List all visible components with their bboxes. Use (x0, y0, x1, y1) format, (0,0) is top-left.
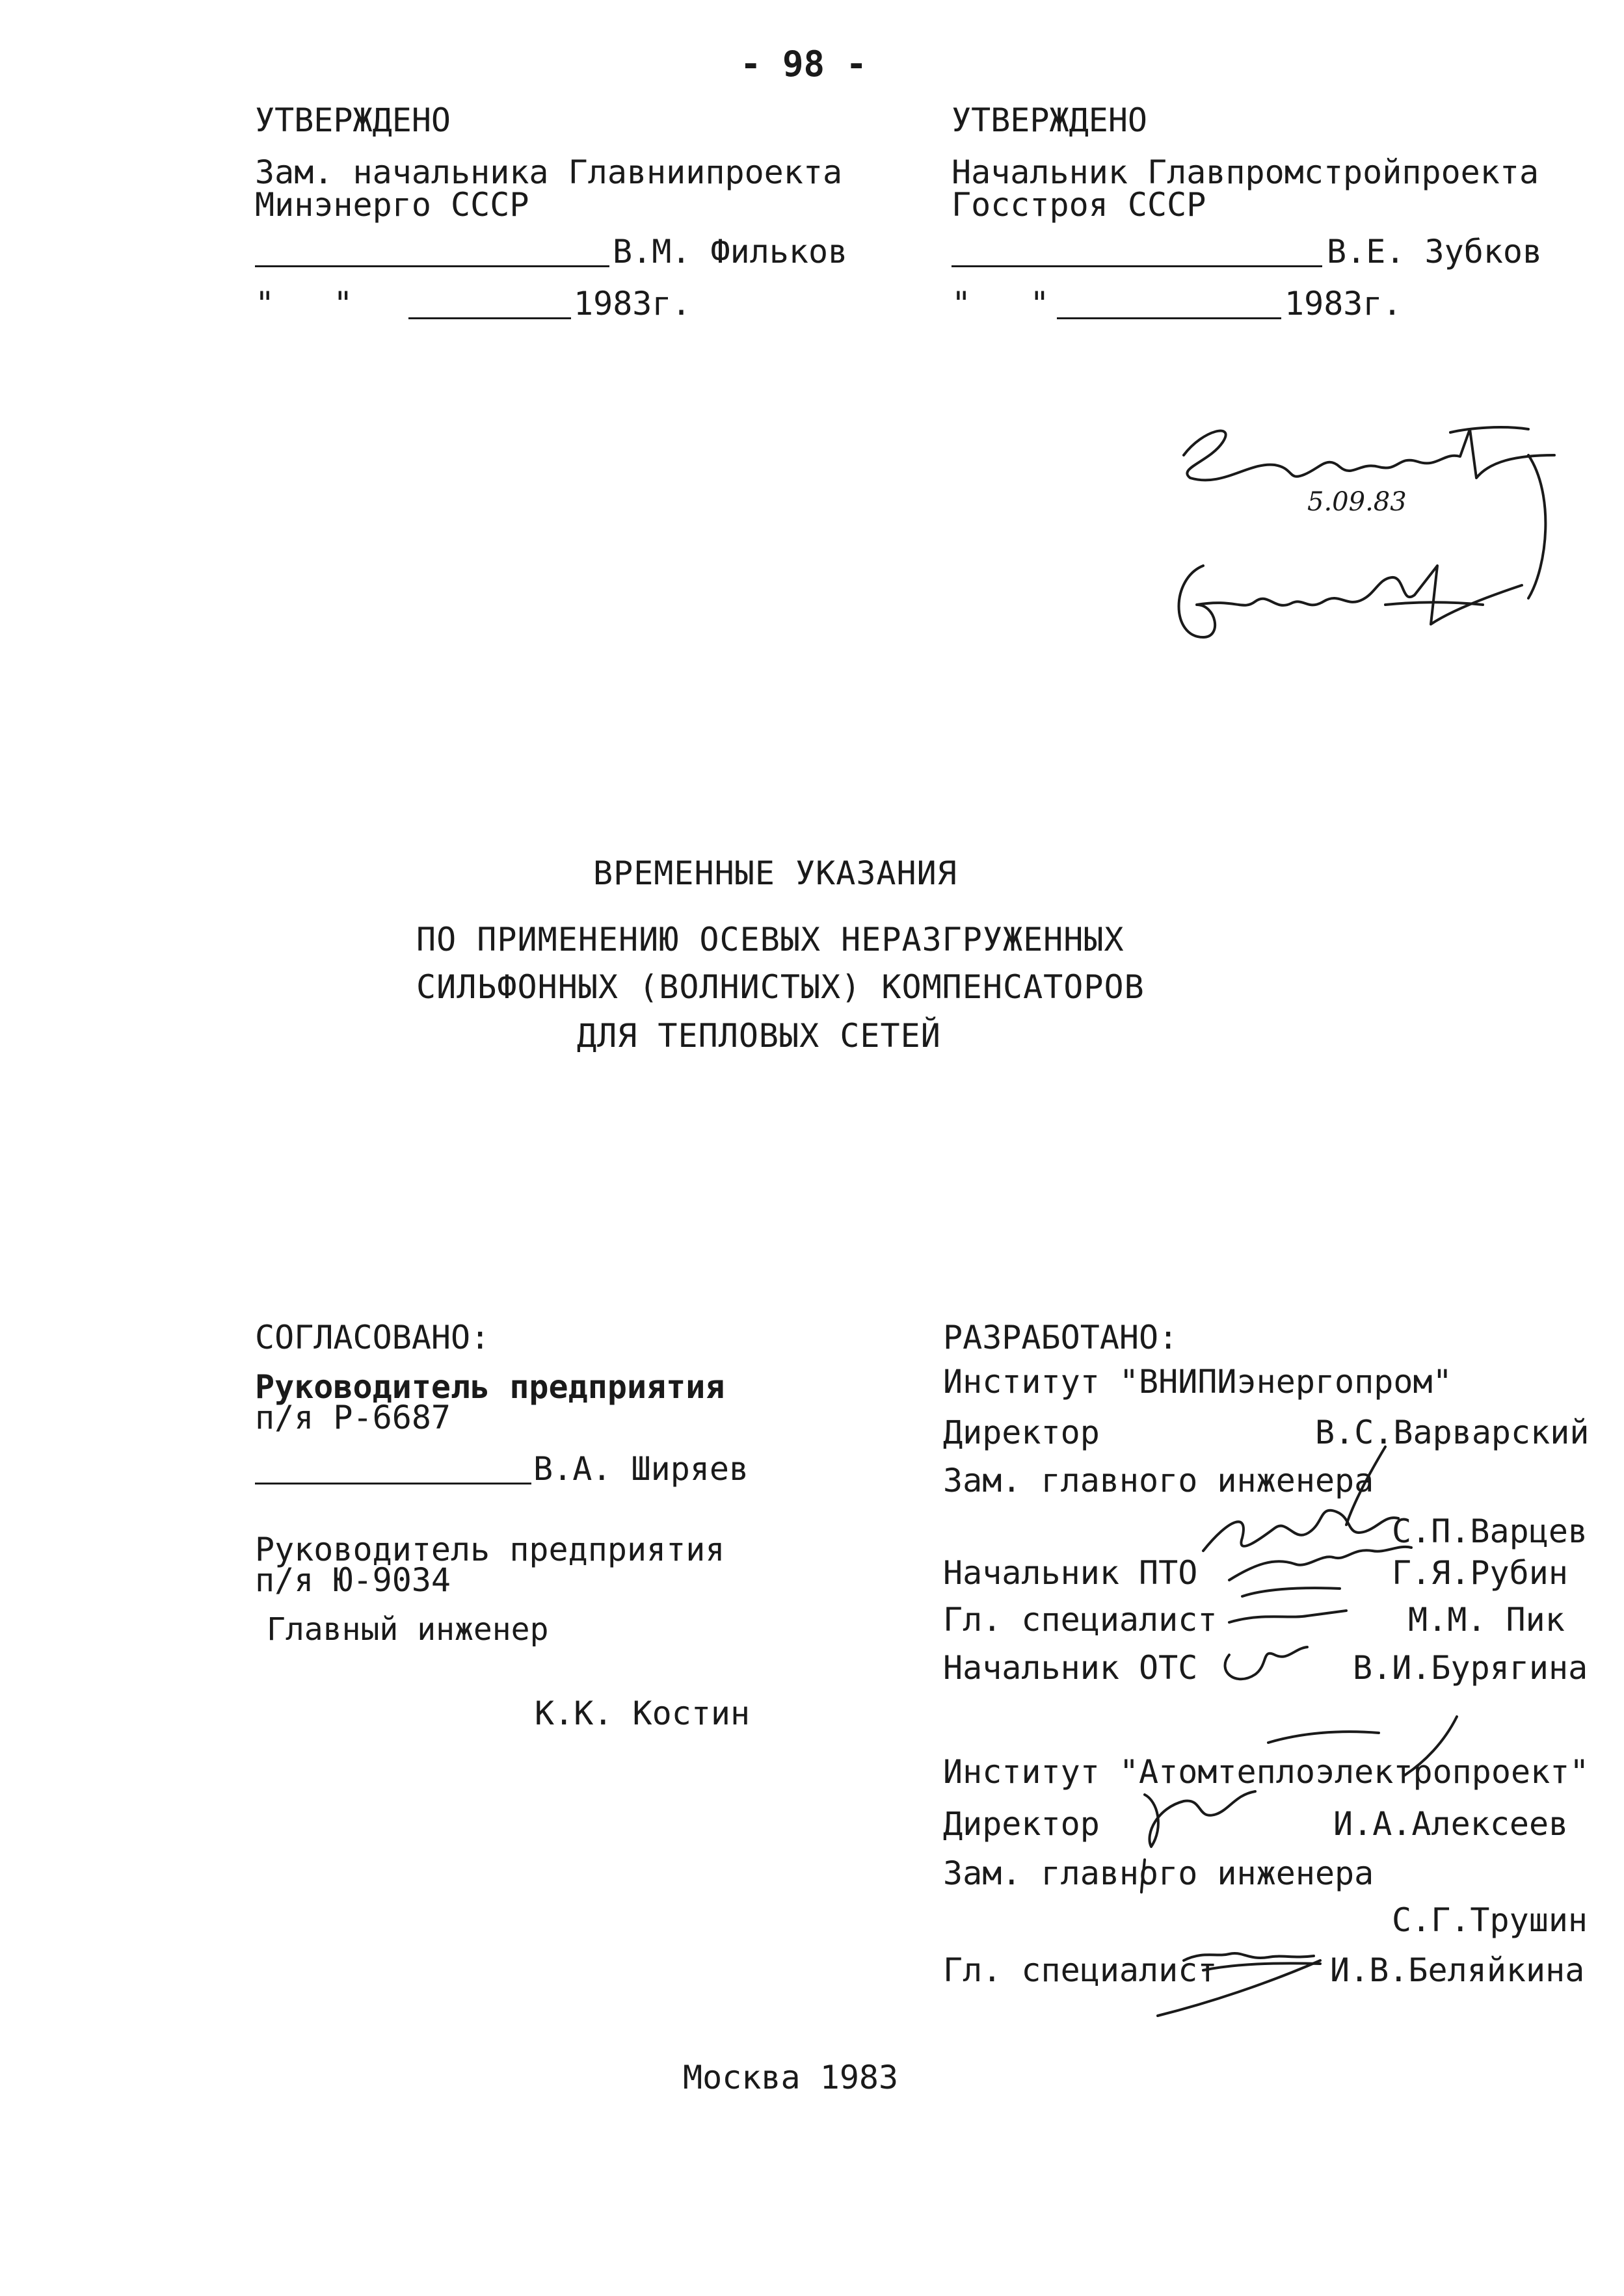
inst1-name-deputy-chief-engineer: С.П.Варцев (1392, 1512, 1588, 1550)
agreed-org1-signer: В.А. Ширяев (533, 1450, 749, 1488)
title-line2: ПО ПРИМЕНЕНИЮ ОСЕВЫХ НЕРАЗГРУЖЕННЫХ (416, 921, 1125, 958)
signatures-inst1 (1190, 1440, 1450, 1700)
signatures-inst2 (1106, 1704, 1496, 2029)
approval-left-date-quotes: " " (255, 285, 353, 323)
agreed-org1-line2: п/я Р-6687 (255, 1399, 451, 1436)
approval-left-date-line (408, 317, 571, 319)
inst2-name-deputy-chief-engineer: С.Г.Трушин (1392, 1901, 1588, 1939)
approval-left-line1: Зам. начальника Главниипроекта (255, 153, 843, 191)
inst1-name-head-pto: Г.Я.Рубин (1392, 1554, 1568, 1592)
inst2-role-deputy-chief-engineer: Зам. главного инженера (943, 1854, 1374, 1892)
approval-left-year: 1983г. (574, 285, 691, 323)
agreed-heading: СОГЛАСОВАНО: (255, 1319, 490, 1356)
developed-inst1: Институт "ВНИПИэнергопром" (943, 1363, 1452, 1401)
approval-right-signature-line (952, 265, 1322, 267)
approval-right-heading: УТВЕРЖДЕНО (952, 101, 1148, 139)
handwritten-signature-lower (1158, 540, 1522, 657)
agreed-org1-signature-line (255, 1483, 531, 1484)
inst1-role-deputy-chief-engineer: Зам. главного инженера (943, 1462, 1374, 1499)
inst1-name-director: В.С.Варварский (1315, 1414, 1590, 1451)
approval-left-signature-line (255, 265, 609, 267)
approval-left-signer: В.М. Фильков (613, 233, 848, 271)
approval-left-heading: УТВЕРЖДЕНО (255, 101, 451, 139)
inst2-name-chief-specialist: И.В.Беляйкина (1330, 1951, 1585, 1989)
approval-right-year: 1983г. (1285, 285, 1402, 323)
agreed-org2-signer: К.К. Костин (535, 1695, 751, 1732)
page-number: - 98 - (740, 44, 868, 85)
inst2-role-chief-specialist: Гл. специалист (943, 1951, 1218, 1989)
inst1-name-chief-specialist: М.М. Пик (1408, 1601, 1565, 1639)
approval-right-line2: Госстроя СССР (952, 186, 1206, 224)
footer-place-year: Москва 1983 (683, 2059, 899, 2096)
agreed-org2-role: Главный инженер (267, 1611, 549, 1648)
title-line1: ВРЕМЕННЫЕ УКАЗАНИЯ (593, 854, 957, 892)
approval-right-date-line (1057, 317, 1281, 319)
inst1-role-director: Директор (943, 1414, 1100, 1451)
approval-right-signer: В.Е. Зубков (1327, 233, 1543, 271)
approval-right-date-quotes: " " (952, 285, 1050, 323)
inst1-role-chief-specialist: Гл. специалист (943, 1601, 1218, 1639)
approval-left-line2: Минэнерго СССР (255, 186, 529, 224)
inst1-role-head-ots: Начальник ОТС (943, 1649, 1198, 1687)
approval-right-line1: Начальник Главпромстройпроекта (952, 153, 1539, 191)
agreed-org2-line1: Руководитель предприятия (255, 1531, 725, 1568)
title-line3: СИЛЬФОННЫХ (ВОЛНИСТЫХ) КОМПЕНСАТОРОВ (416, 968, 1145, 1006)
handwritten-date: 5.09.83 (1307, 487, 1407, 517)
developed-heading: РАЗРАБОТАНО: (943, 1319, 1178, 1356)
title-line4: ДЛЯ ТЕПЛОВЫХ СЕТЕЙ (577, 1017, 941, 1055)
agreed-org2-line2: п/я Ю-9034 (255, 1561, 451, 1599)
inst2-name-director: И.А.Алексеев (1333, 1805, 1569, 1843)
developed-inst2: Институт "Атомтеплоэлектропроект" (943, 1753, 1590, 1791)
inst1-role-head-pto: Начальник ПТО (943, 1554, 1198, 1592)
inst1-name-head-ots: В.И.Бурягина (1353, 1649, 1588, 1687)
inst2-role-director: Директор (943, 1805, 1100, 1843)
agreed-org1-line1: Руководитель предприятия (255, 1368, 725, 1406)
